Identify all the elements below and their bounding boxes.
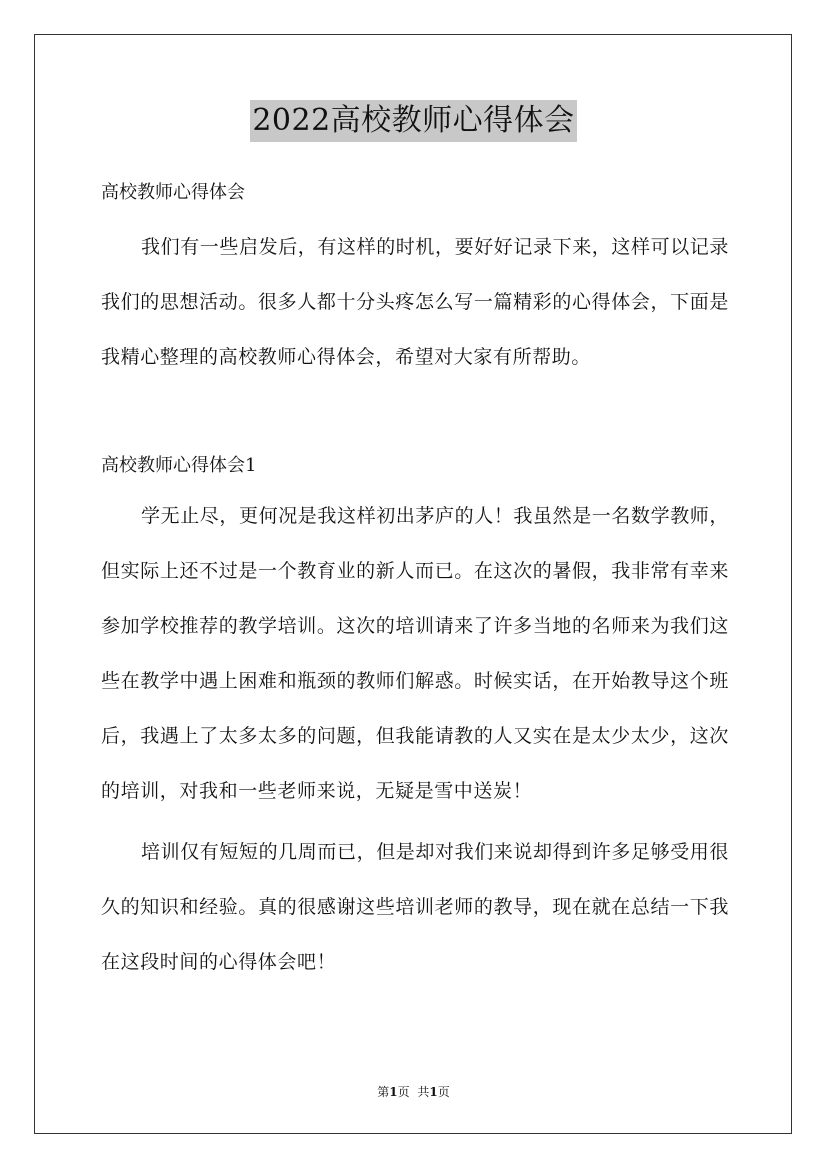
body-paragraph-2: 培训仅有短短的几周而已，但是却对我们来说却得到许多足够受用很久的知识和经验。真的很感谢这些培训老师的教导，现在就在总结一下我在这段时间的心得体会吧！: [101, 841, 730, 973]
total-suffix: 页: [437, 1085, 450, 1099]
document-body: [101, 174, 729, 990]
section-spacer: [101, 385, 729, 447]
body-paragraph-1: 学无止尽，更何况是我这样初出茅庐的人！我虽然是一名数学教师，但实际上还不过是一个教育业的新人而已。在这次的暑假，我非常有幸来参加学校推荐的教学培训。这次的培训请来了许多当地的名师来为我们这些在教学中遇上困难和瓶颈的教师们解惑。时候实话，在开始教导这个班后，我遇上了太多太多的问题，但我能请教的人又实在是太少太少，这次的培训，对我和一些老师来说，无疑是雪中送炭！: [101, 505, 730, 802]
section-heading: 高校教师心得体会1: [101, 455, 257, 476]
page-footer: [0, 1083, 827, 1101]
page-suffix: 页: [397, 1085, 410, 1099]
total-prefix: 共: [417, 1085, 430, 1099]
title-container: [0, 100, 827, 142]
document-title: 2022高校教师心得体会: [250, 100, 576, 142]
intro-heading: 高校教师心得体会: [101, 182, 245, 203]
intro-paragraph: 我们有一些启发后，有这样的时机，要好好记录下来，这样可以记录我们的思想活动。很多人都十分头疼怎么写一篇精彩的心得体会，下面是我精心整理的高校教师心得体会，希望对大家有所帮助。: [101, 236, 730, 368]
page-number: 1: [389, 1085, 398, 1099]
page-prefix: 第: [377, 1085, 390, 1099]
total-pages: 1: [429, 1085, 438, 1099]
